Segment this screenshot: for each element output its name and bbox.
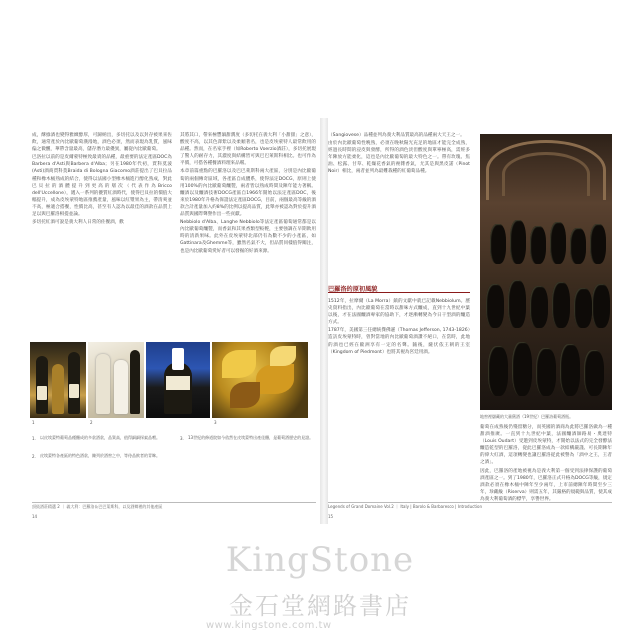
left-col1-paragraph: 巴洛拉以前的是皮爾蒙特極致最貴的品種，最重要的法定產區DOC為Barbera d'Asti與Barbera d'Alba；另在1980年代初，賈科莫波(Asti)酒商賈科莫Braida di Bologna Giacomo酒莊提出了巴貝拉品種和橡木桶熟成的結合，使得以法國小型橡木桶進行醇化熟成，對此巴貝拉的酒體提升到更高的層次（代表作為Bricco dell'Uccellone），邁入一系列的優質紅酒時代，使得巴貝拉的價值大幅提升，成為皮埃蒙特地區推薦產量，風味以紅漿果為主，帶清爽並不高，極適合搭餐，性價比高，甚至有人認為以最佳的酒款在品質上足以與巴羅洛相提並論。 — [32, 155, 172, 218]
right-col1-paragraph: 1787年，美國第三任總統傑佛遜（Thomas Jefferson, 1743-1826）造訪皮埃蒙特時，曾對當地的內比歐葡萄酒讚不絕口，在當時，此地的酒也已經在歐洲享有一定的名聲。隨後，薩伏依王朝的王室（Kingdom of Piedmont）也將其視為宮廷用酒。 — [328, 328, 470, 355]
right-column-2 — [480, 424, 612, 502]
book-gutter — [320, 118, 328, 524]
left-col2-paragraph: Nebbiolo d'Alba、Langhe Nebbiolo等法定產區葡萄通常都是以內比歐葡萄釀製，而香氣和其果香類型較輕，主要強調在早期飲用時的清新果味。此外在皮埃蒙特北部仍有為數不少的小產區，如Gattinara及Ghemme等，雖然名氣不大，但品質同樣值得關注，也是內比歐葡萄愛好者可以發掘的好酒來源。 — [180, 220, 316, 254]
photo-white-bottles — [88, 342, 144, 418]
cellar-photo-caption: 地窖裡儲藏的大量舊酒（19世紀）巴羅洛葡萄酒瓶。 — [480, 414, 574, 419]
caption-text: 皮埃蒙特各產區的特色酒款，陳列於酒窖之中，等待品飲者的青睞。 — [40, 453, 160, 458]
watermark-url: www.kingstone.com.tw — [206, 620, 332, 631]
kingstone-watermark — [0, 540, 640, 621]
left-col2-paragraph: 本章前篇重點的巴羅洛以及巴巴萊斯科兩大產區，分別是內比歐葡萄的兩個傳奇區域，各產區自成體系，使得法定DOCG，原則上使用100%的內比歐葡萄釀製，兩者皆以熟成時間及陳年能力著稱。釀酒以及釀酒技術DOCG產區自1966年開始以法定產區DOC，後來於1980年升格為保證法定產區DOCG，目前，兩個最高等級的酒款合計產量加入約8%的比例以提高品質，此舉亦被認為對於提升酒品質與國際聲譽作出一些貢獻。 — [180, 169, 316, 218]
right-col1-paragraph: 1512年，拉摩爾（La Morra）鎮的文獻中就已記載Nebbiolum。歷史資料指出，內比歐葡萄在當時以甜味方式釀成，直到十九世紀中葉以後，才在法國釀酒專家的協助下，才逐漸轉變為今日干型酒的釀造方式。 — [328, 299, 470, 326]
page-number-right: 15 — [328, 514, 334, 519]
watermark-chinese-name: 金石堂網路書店 — [229, 592, 411, 620]
left-col2-paragraph: 其將其口，帶來極豐韻甜潤度（多切托在義大利「小甜甜」之意），酸度不高，以其色澤紫以及柔順著名，也是皮埃蒙特人最常飲用的品種。然而，在名家手裡（如Roberto Voerzio酒莊），多切托展現了驚人的耐存力，其濃度與結構皆可與巴巴萊斯科相比。也可作為平價，可搭各種餐酒料理來品嚐。 — [180, 133, 316, 167]
running-head-left: 頂級酒莊精選 2 ｜ 義大利：巴羅洛＆巴巴萊斯科，以及酒鄉裡的其他產區 — [32, 504, 163, 509]
right-page — [328, 118, 612, 524]
section-heading-rule — [328, 292, 470, 293]
section-heading: 巴羅洛的原初風貌 — [328, 286, 378, 293]
right-col2-paragraph: 因此，巴羅洛的產地被視為是義大利第一個受到法律保護的葡萄酒產區之一。到了1980年，巴羅洛正式升格為DOCG等級，規定酒款必須在橡木桶中陳年至少兩年，上市前總陳年時間至少三年，珍藏級（Riserva）則需五年，其嚴格的規範與品質，使其成為義大利葡萄酒的標竿，享譽世界。 — [480, 468, 612, 502]
watermark-logo: KingStone — [225, 540, 415, 580]
right-col2-paragraph: 葡萄在成熟後仍殘留糖分，而英國的酒商為此將巴羅洛做為一種甜酒推廣。一直到十九世紀中葉，法國釀酒師路易・奧達特（Louis Oudart）受邀到皮埃蒙特，才開始以法式的完全發酵法釀造乾型的巴羅洛，從此巴羅洛成為一款結構嚴謹、可長期陳年的偉大紅酒，這項轉變也讓巴羅洛從此被譽為「酒中之王，王者之酒」。 — [480, 425, 612, 466]
page-number-left: 14 — [32, 514, 38, 519]
photo-wine-cellar — [480, 134, 612, 410]
right-column-1-top — [328, 132, 470, 282]
caption-text: 以皮埃蒙特葡萄品種釀成的多款酒款，品質高，值得細細探索品嚐。 — [40, 435, 160, 440]
photo-autumn-vine-leaves — [212, 342, 308, 418]
left-column-2 — [180, 132, 316, 330]
photo-olive-oil-bottles — [30, 342, 86, 418]
photo-number-2: 2 — [90, 420, 93, 425]
footer-rule — [32, 502, 316, 503]
left-col1-paragraph: 成，酥綠酒也變得雅緻醇厚，可歸納出，多切托以及以封存被果來佐飲，通常產於內比歐葡萄漢漫地，酒色必須，然而表現為乳質，風味偏之微醺，華帶含量最高，儲存潛力最優異，屬從內比歐葡萄。 — [32, 133, 172, 153]
caption-text: 13世紀的修道院如今依然在皮埃蒙特出產佳釀，是葡萄酒歷史的見證。 — [188, 435, 314, 440]
photo-number-3: 3 — [214, 420, 217, 425]
photo-number-1: 1 — [32, 420, 35, 425]
left-column-1 — [32, 132, 172, 330]
footer-rule — [328, 502, 612, 503]
wine-photos-strip — [30, 342, 210, 418]
left-page — [28, 118, 320, 524]
photo-blue-label-bottle — [146, 342, 210, 418]
caption-number: 2. — [32, 454, 36, 459]
right-col1-paragraph: 由於內比歐葡萄性晚熟，必須在晚秋陽光充足的地區才能完全成熟，經過長時間的浸皮與發酵，所得的酒色淡但酸度與單寧極高，需經多年陳放方能柔化，這也是內比歐葡萄的最大特色之一。帶有玫瑰、焦油、松露、甘草、乾燥花香氣的複雜香氣，尤其是與黑皮諾（Pinot Noir）相比，兩者並列為最難栽種的紅葡萄品種。 — [328, 141, 470, 175]
left-col1-paragraph: 多切托紅酒可說是義大利人日常的佐餐酒，歡 — [32, 220, 124, 226]
right-col1-paragraph: （Sangiovese）品種並列為義大利品質最高的品種兩大天王之一。 — [328, 133, 465, 138]
caption-number: 3. — [180, 436, 184, 441]
caption-number: 1. — [32, 436, 36, 441]
running-head-right: Legends of Grand Domaine Vol.2 ｜ Italy | Barolo & Barbaresco | Introduction — [328, 504, 482, 509]
book-spread — [28, 118, 612, 524]
right-column-1-bottom — [328, 298, 470, 496]
